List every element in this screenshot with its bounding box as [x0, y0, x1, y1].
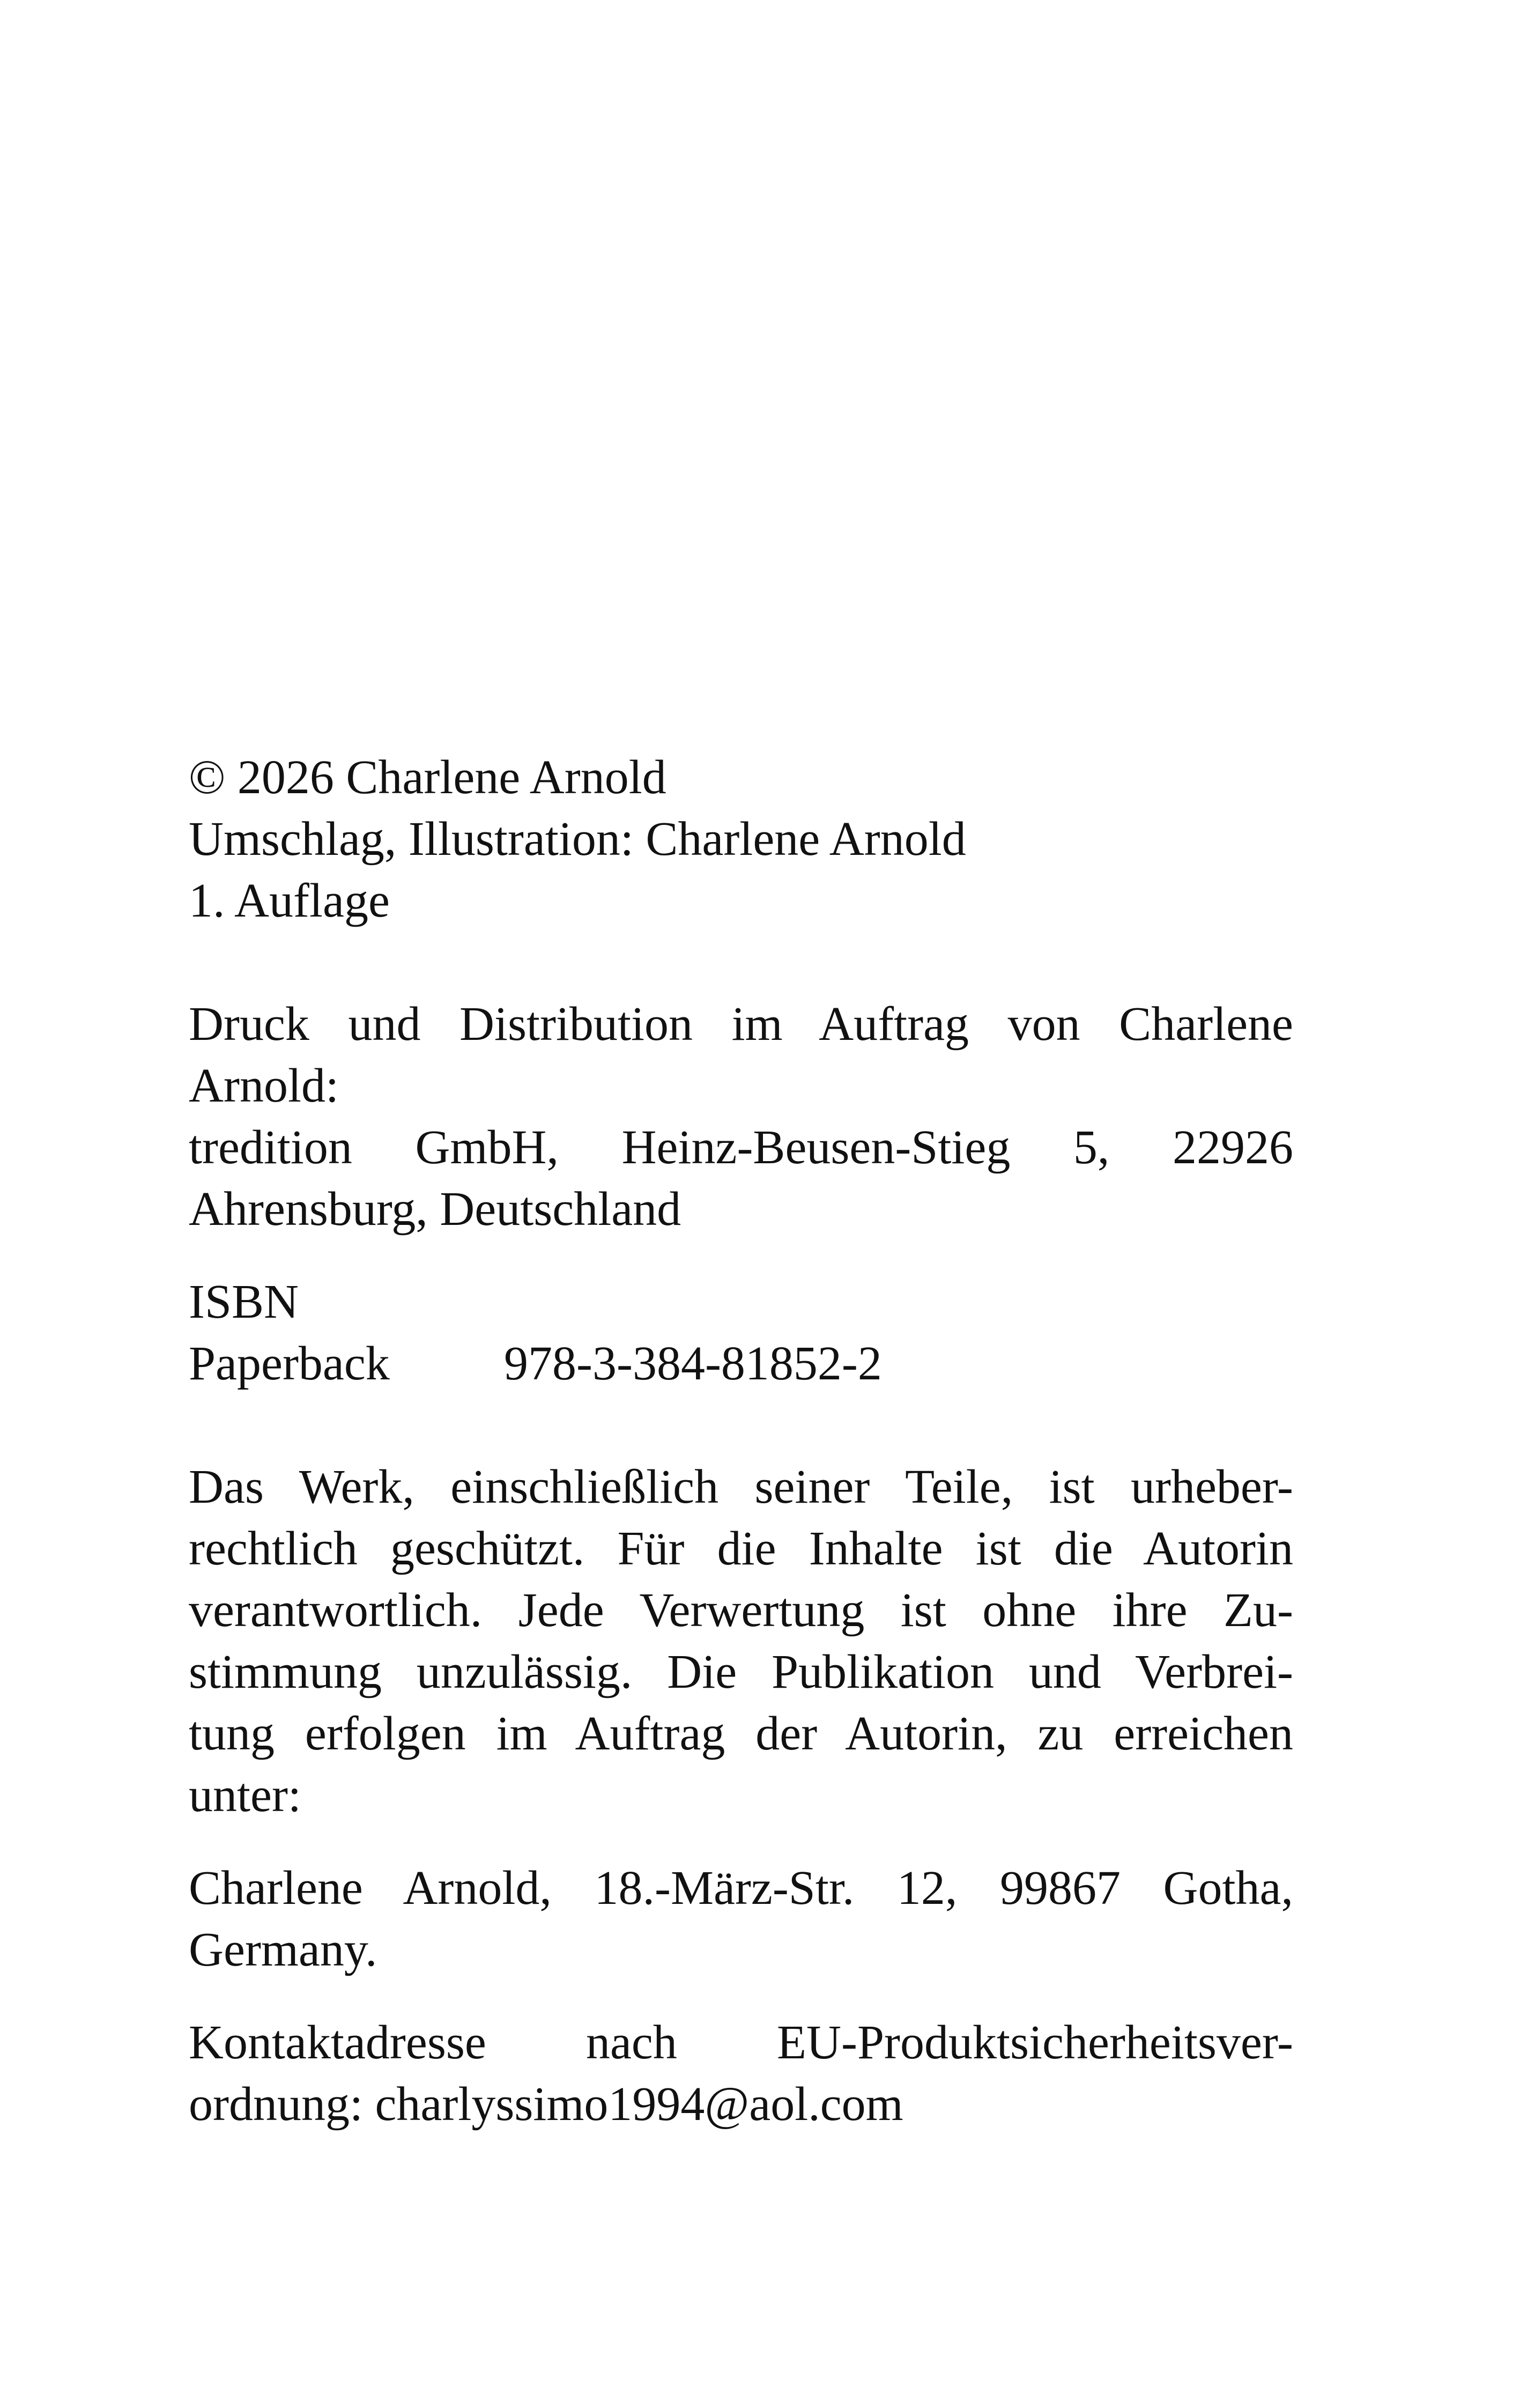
isbn-number: 978-3-384-81852-2 — [504, 1337, 882, 1390]
contact-line: ordnung: charlyssimo1994@aol.com — [189, 2078, 903, 2131]
distribution-line: Arnold: — [189, 1059, 339, 1112]
spacer — [189, 932, 1293, 993]
rights-line: stimmung unzulässig. Die Publikation und Verbrei- — [189, 1645, 1293, 1698]
cover-credit: Umschlag, Illustration: Charlene Arnold — [189, 812, 966, 866]
rights-line: unter: — [189, 1769, 301, 1822]
spacer — [189, 1981, 1293, 2012]
rights-line: verantwortlich. Jede Verwertung ist ohne ihre Zu- — [189, 1584, 1293, 1637]
isbn-row — [189, 1333, 1293, 1394]
spacer — [189, 1826, 1293, 1857]
copyright-line: © 2026 Charlene Arnold — [189, 751, 666, 804]
distribution-line: tredition GmbH, Heinz-Beusen-Stieg 5, 22926 — [189, 1121, 1293, 1174]
edition-line: 1. Auflage — [189, 874, 390, 927]
isbn-heading: ISBN — [189, 1275, 299, 1328]
address-line: Charlene Arnold, 18.-März-Str. 12, 99867 Gotha, — [189, 1862, 1293, 1915]
rights-line: rechtlich geschützt. Für die Inhalte ist die Autorin — [189, 1522, 1293, 1575]
isbn-format: Paperback — [189, 1337, 390, 1390]
imprint-content — [189, 747, 1293, 2135]
distribution-line: Ahrensburg, Deutschland — [189, 1183, 681, 1236]
spacer — [189, 1240, 1293, 1271]
rights-line: tung erfolgen im Auftrag der Autorin, zu erreichen — [189, 1707, 1293, 1760]
contact-line: Kontaktadresse nach EU-Produktsicherheitsver- — [189, 2016, 1293, 2069]
rights-line: Das Werk, einschließlich seiner Teile, ist urheber- — [189, 1460, 1293, 1513]
spacer — [189, 1394, 1293, 1456]
distribution-line: Druck und Distribution im Auftrag von Charlene — [189, 998, 1293, 1051]
address-line: Germany. — [189, 1923, 377, 1976]
